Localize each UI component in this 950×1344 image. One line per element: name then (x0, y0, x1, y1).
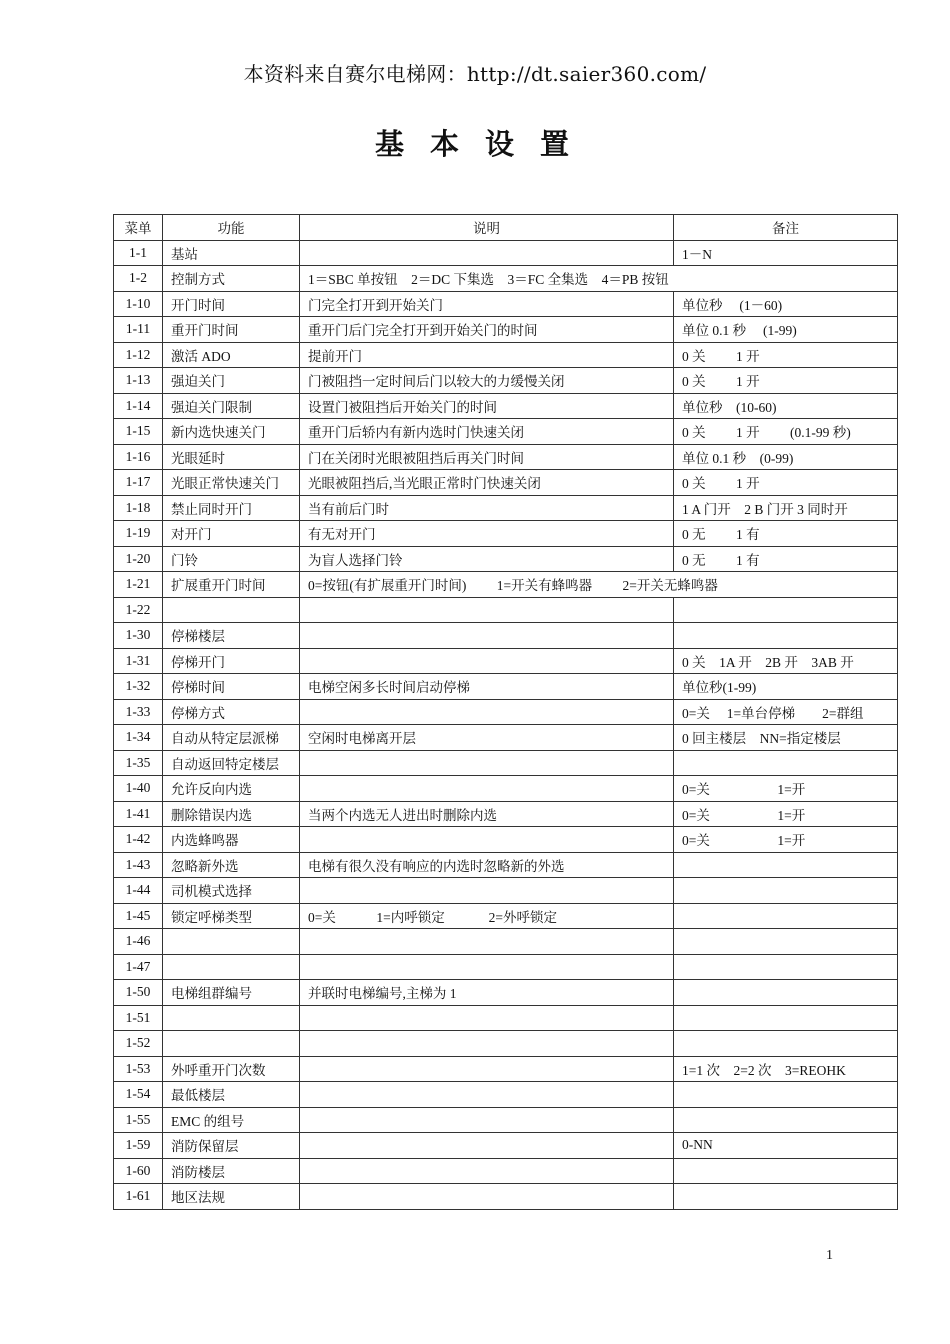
note-cell: 0 关 1 开 (674, 368, 898, 394)
function-cell: 最低楼层 (163, 1082, 300, 1108)
description-cell: 0=关 1=内呼锁定 2=外呼锁定 (300, 903, 674, 929)
function-cell: 停梯时间 (163, 674, 300, 700)
function-cell: 电梯组群编号 (163, 980, 300, 1006)
description-cell: 当两个内选无人进出时删除内选 (300, 801, 674, 827)
function-cell: 禁止同时开门 (163, 495, 300, 521)
function-cell: 强迫关门限制 (163, 393, 300, 419)
menu-code-cell: 1-15 (114, 419, 163, 445)
function-cell: 对开门 (163, 521, 300, 547)
description-cell (300, 1031, 674, 1057)
table-row (114, 878, 898, 904)
function-cell: 激活 ADO (163, 342, 300, 368)
note-cell: 0 无 1 有 (674, 521, 898, 547)
menu-code-cell: 1-44 (114, 878, 163, 904)
page-title: 基本设置 (374, 127, 595, 161)
table-row (114, 1184, 898, 1210)
menu-code-cell: 1-31 (114, 648, 163, 674)
note-cell: 单位 0.1 秒 (0-99) (674, 444, 898, 470)
description-cell: 为盲人选择门铃 (300, 546, 674, 572)
function-cell: 锁定呼梯类型 (163, 903, 300, 929)
description-cell (300, 1056, 674, 1082)
description-cell (300, 648, 674, 674)
description-cell (300, 1158, 674, 1184)
menu-code-cell: 1-52 (114, 1031, 163, 1057)
menu-code-cell: 1-55 (114, 1107, 163, 1133)
menu-code-cell: 1-10 (114, 291, 163, 317)
description-cell (300, 878, 674, 904)
menu-code-cell: 1-60 (114, 1158, 163, 1184)
table-body (114, 240, 898, 1209)
table-row (114, 1056, 898, 1082)
note-cell: 单位秒 (10-60) (674, 393, 898, 419)
table-row (114, 495, 898, 521)
table-row (114, 852, 898, 878)
menu-code-cell: 1-20 (114, 546, 163, 572)
function-cell (163, 954, 300, 980)
table-row (114, 1158, 898, 1184)
function-cell: 地区法规 (163, 1184, 300, 1210)
note-cell: 0=关 1=开 (674, 827, 898, 853)
function-cell: 强迫关门 (163, 368, 300, 394)
note-cell (674, 878, 898, 904)
description-cell: 光眼被阻挡后,当光眼正常时门快速关闭 (300, 470, 674, 496)
table-row (114, 444, 898, 470)
function-cell: 控制方式 (163, 266, 300, 292)
menu-code-cell: 1-59 (114, 1133, 163, 1159)
description-cell (300, 597, 674, 623)
menu-code-cell: 1-35 (114, 750, 163, 776)
menu-code-cell: 1-30 (114, 623, 163, 649)
note-cell: 1－N (674, 240, 898, 266)
table-row (114, 342, 898, 368)
description-cell (300, 1107, 674, 1133)
menu-code-cell: 1-45 (114, 903, 163, 929)
column-header-function: 功能 (163, 215, 300, 241)
function-cell: 内选蜂鸣器 (163, 827, 300, 853)
description-cell (300, 954, 674, 980)
description-cell: 电梯有很久没有响应的内选时忽略新的外选 (300, 852, 674, 878)
function-cell: 允许反向内选 (163, 776, 300, 802)
description-cell: 门完全打开到开始关门 (300, 291, 674, 317)
menu-code-cell: 1-51 (114, 1005, 163, 1031)
table-row (114, 291, 898, 317)
note-cell (674, 929, 898, 955)
column-header-menu: 菜单 (114, 215, 163, 241)
description-note-merged-cell: 0=按钮(有扩展重开门时间) 1=开关有蜂鸣器 2=开关无蜂鸣器 (300, 572, 898, 598)
table-row (114, 980, 898, 1006)
table-row (114, 1005, 898, 1031)
function-cell: EMC 的组号 (163, 1107, 300, 1133)
description-cell (300, 1082, 674, 1108)
note-cell: 0 关 1 开 (674, 342, 898, 368)
table-row (114, 266, 898, 292)
function-cell (163, 597, 300, 623)
table-row (114, 1082, 898, 1108)
note-cell (674, 597, 898, 623)
function-cell: 忽略新外选 (163, 852, 300, 878)
function-cell: 删除错误内选 (163, 801, 300, 827)
table-row (114, 776, 898, 802)
description-cell (300, 827, 674, 853)
description-cell: 当有前后门时 (300, 495, 674, 521)
menu-code-cell: 1-12 (114, 342, 163, 368)
menu-code-cell: 1-1 (114, 240, 163, 266)
description-cell (300, 699, 674, 725)
menu-code-cell: 1-41 (114, 801, 163, 827)
table-row (114, 521, 898, 547)
menu-code-cell: 1-2 (114, 266, 163, 292)
menu-code-cell: 1-18 (114, 495, 163, 521)
menu-code-cell: 1-22 (114, 597, 163, 623)
note-cell (674, 1031, 898, 1057)
table-row (114, 572, 898, 598)
table-row (114, 648, 898, 674)
table-row (114, 801, 898, 827)
page-number: 1 (826, 1248, 833, 1263)
description-cell (300, 929, 674, 955)
table-row (114, 903, 898, 929)
menu-code-cell: 1-17 (114, 470, 163, 496)
table-row (114, 1031, 898, 1057)
function-cell: 司机模式选择 (163, 878, 300, 904)
description-cell: 提前开门 (300, 342, 674, 368)
function-cell: 外呼重开门次数 (163, 1056, 300, 1082)
table-row (114, 368, 898, 394)
note-cell: 0 无 1 有 (674, 546, 898, 572)
function-cell: 停梯方式 (163, 699, 300, 725)
menu-code-cell: 1-61 (114, 1184, 163, 1210)
description-cell: 电梯空闲多长时间启动停梯 (300, 674, 674, 700)
table-row (114, 546, 898, 572)
note-cell: 单位秒(1-99) (674, 674, 898, 700)
description-cell (300, 240, 674, 266)
table-row (114, 1133, 898, 1159)
menu-code-cell: 1-47 (114, 954, 163, 980)
note-cell (674, 1107, 898, 1133)
table-row (114, 954, 898, 980)
note-cell: 0 关 1A 开 2B 开 3AB 开 (674, 648, 898, 674)
menu-code-cell: 1-40 (114, 776, 163, 802)
description-cell (300, 750, 674, 776)
table-row (114, 240, 898, 266)
menu-code-cell: 1-19 (114, 521, 163, 547)
note-cell (674, 1005, 898, 1031)
function-cell: 开门时间 (163, 291, 300, 317)
function-cell: 消防保留层 (163, 1133, 300, 1159)
description-cell: 门在关闭时光眼被阻挡后再关门时间 (300, 444, 674, 470)
description-cell (300, 1184, 674, 1210)
table-row (114, 750, 898, 776)
function-cell: 光眼延时 (163, 444, 300, 470)
function-cell: 光眼正常快速关门 (163, 470, 300, 496)
table-header-row (114, 215, 898, 241)
menu-code-cell: 1-21 (114, 572, 163, 598)
note-cell (674, 903, 898, 929)
menu-code-cell: 1-14 (114, 393, 163, 419)
column-header-note: 备注 (674, 215, 898, 241)
note-cell: 1=1 次 2=2 次 3=REOHK (674, 1056, 898, 1082)
table-row (114, 623, 898, 649)
function-cell: 自动返回特定楼层 (163, 750, 300, 776)
description-cell: 重开门后轿内有新内选时门快速关闭 (300, 419, 674, 445)
menu-code-cell: 1-54 (114, 1082, 163, 1108)
menu-code-cell: 1-34 (114, 725, 163, 751)
note-cell (674, 1082, 898, 1108)
description-cell: 重开门后门完全打开到开始关门的时间 (300, 317, 674, 343)
table-row (114, 470, 898, 496)
source-line: 本资料来自赛尔电梯网：http://dt.saier360.com/ (243, 62, 707, 86)
menu-code-cell: 1-43 (114, 852, 163, 878)
column-header-description: 说明 (300, 215, 674, 241)
description-cell: 空闲时电梯离开层 (300, 725, 674, 751)
function-cell: 停梯开门 (163, 648, 300, 674)
description-cell (300, 776, 674, 802)
menu-code-cell: 1-33 (114, 699, 163, 725)
description-cell: 并联时电梯编号,主梯为 1 (300, 980, 674, 1006)
table-row (114, 597, 898, 623)
description-cell (300, 1005, 674, 1031)
menu-code-cell: 1-13 (114, 368, 163, 394)
note-cell: 0 关 1 开 (0.1-99 秒) (674, 419, 898, 445)
note-cell: 1 A 门开 2 B 门开 3 同时开 (674, 495, 898, 521)
function-cell (163, 1005, 300, 1031)
note-cell (674, 750, 898, 776)
table-row (114, 699, 898, 725)
description-cell: 门被阻挡一定时间后门以较大的力缓慢关闭 (300, 368, 674, 394)
function-cell: 扩展重开门时间 (163, 572, 300, 598)
table-row (114, 393, 898, 419)
function-cell: 新内选快速关门 (163, 419, 300, 445)
menu-code-cell: 1-53 (114, 1056, 163, 1082)
note-cell: 0-NN (674, 1133, 898, 1159)
menu-code-cell: 1-16 (114, 444, 163, 470)
note-cell (674, 852, 898, 878)
note-cell (674, 954, 898, 980)
function-cell (163, 929, 300, 955)
note-cell: 单位秒 (1－60) (674, 291, 898, 317)
note-cell: 0=关 1=单台停梯 2=群组 (674, 699, 898, 725)
function-cell: 停梯楼层 (163, 623, 300, 649)
menu-code-cell: 1-32 (114, 674, 163, 700)
note-cell (674, 1158, 898, 1184)
description-note-merged-cell: 1＝SBC 单按钮 2＝DC 下集选 3＝FC 全集选 4＝PB 按钮 (300, 266, 898, 292)
menu-code-cell: 1-50 (114, 980, 163, 1006)
function-cell (163, 1031, 300, 1057)
table-row (114, 1107, 898, 1133)
function-cell: 重开门时间 (163, 317, 300, 343)
function-cell: 自动从特定层派梯 (163, 725, 300, 751)
settings-table (113, 214, 898, 1210)
function-cell: 门铃 (163, 546, 300, 572)
menu-code-cell: 1-42 (114, 827, 163, 853)
note-cell (674, 623, 898, 649)
description-cell: 有无对开门 (300, 521, 674, 547)
note-cell (674, 1184, 898, 1210)
note-cell: 0=关 1=开 (674, 776, 898, 802)
note-cell: 0 回主楼层 NN=指定楼层 (674, 725, 898, 751)
note-cell: 0=关 1=开 (674, 801, 898, 827)
menu-code-cell: 1-46 (114, 929, 163, 955)
note-cell (674, 980, 898, 1006)
menu-code-cell: 1-11 (114, 317, 163, 343)
table-row (114, 929, 898, 955)
table-row (114, 674, 898, 700)
note-cell: 单位 0.1 秒 (1-99) (674, 317, 898, 343)
table-row (114, 419, 898, 445)
function-cell: 消防楼层 (163, 1158, 300, 1184)
table-row (114, 827, 898, 853)
description-cell (300, 1133, 674, 1159)
note-cell: 0 关 1 开 (674, 470, 898, 496)
table-row (114, 725, 898, 751)
function-cell: 基站 (163, 240, 300, 266)
description-cell: 设置门被阻挡后开始关门的时间 (300, 393, 674, 419)
table-row (114, 317, 898, 343)
description-cell (300, 623, 674, 649)
